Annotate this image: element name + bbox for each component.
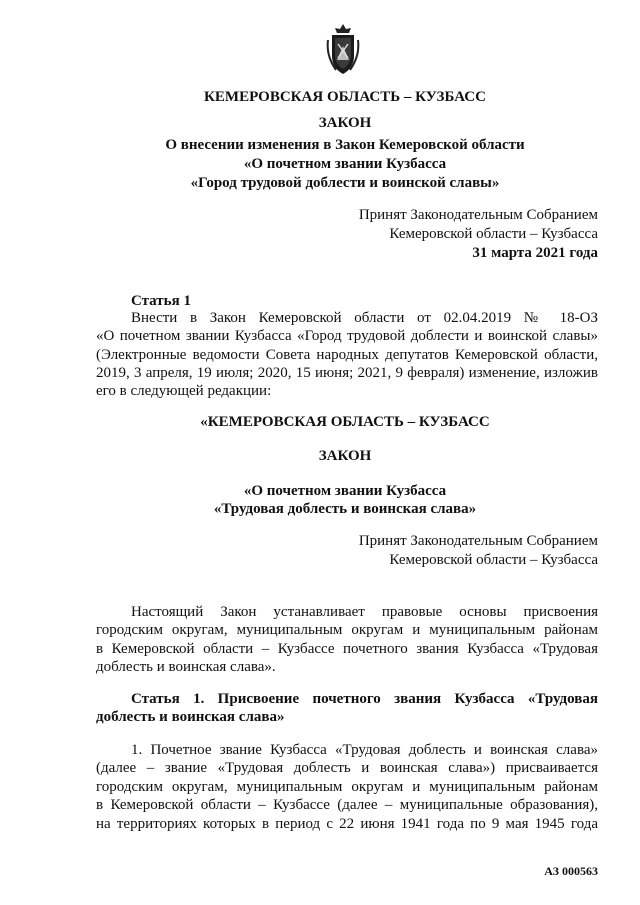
clause-1-line-1: 1. Почетное звание Кузбасса «Трудовая доблесть и воинская слава» <box>131 742 598 758</box>
article-1-line-2: «О почетном звании Кузбасса «Город трудовой доблести и воинской славы» <box>96 328 598 344</box>
clause-1-line-4: в Кемеровской области – Кузбассе (далее – муниципальные образования), <box>96 797 598 813</box>
adopted-date: 31 марта 2021 года <box>472 245 598 261</box>
adopted-line-2: Кемеровской области – Кузбасса <box>389 226 598 242</box>
article-1-line-1: Внести в Закон Кемеровской области от 02.04.2019 № 18-ОЗ <box>131 310 598 326</box>
intro-line-1: Настоящий Закон устанавливает правовые основы присвоения <box>131 604 598 620</box>
adopted-line-1: Принят Законодательным Собранием <box>358 207 598 223</box>
intro-line-2: городским округам, муниципальным округам и муниципальным районам <box>96 622 598 638</box>
coat-of-arms-emblem <box>325 22 361 76</box>
intro-line-4: доблесть и воинская слава». <box>96 659 276 675</box>
doc-type: ЗАКОН <box>318 115 372 131</box>
new-law-title-line-1: «О почетном звании Кузбасса <box>243 483 447 499</box>
clause-1-line-5: на территориях которых в период с 22 июня 1941 года по 9 мая 1945 года <box>96 816 598 832</box>
new-law-adopted-line-1: Принят Законодательным Собранием <box>358 533 598 549</box>
article-1-line-5: его в следующей редакции: <box>96 383 272 399</box>
new-law-adopted-line-2: Кемеровской области – Кузбасса <box>389 552 598 568</box>
new-article-heading-line-2: доблесть и воинская слава» <box>96 709 285 725</box>
clause-1-line-2: (далее – звание «Трудовая доблесть и воинская слава») присваивается <box>96 760 598 776</box>
region-title: КЕМЕРОВСКАЯ ОБЛАСТЬ – КУЗБАСС <box>204 89 486 105</box>
law-title-line-3: «Город трудовой доблести и воинской славы» <box>190 175 500 191</box>
clause-1-line-3: городским округам, муниципальным округам и муниципальным районам <box>96 779 598 795</box>
new-law-doc-type: ЗАКОН <box>318 448 372 464</box>
new-law-title-line-2: «Трудовая доблесть и воинская слава» <box>213 501 477 517</box>
article-1-line-4: 2019, 3 апреля, 19 июля; 2020, 15 июня; 2021, 9 февраля) изменение, изложив <box>96 365 598 381</box>
law-title-line-1: О внесении изменения в Закон Кемеровской области <box>165 137 525 153</box>
intro-line-3: в Кемеровской области – Кузбассе почетного звания Кузбасса «Трудовая <box>96 641 598 657</box>
article-1-heading: Статья 1 <box>131 293 191 309</box>
new-law-region: «КЕМЕРОВСКАЯ ОБЛАСТЬ – КУЗБАСС <box>200 414 490 430</box>
new-article-heading-line-1: Статья 1. Присвоение почетного звания Кузбасса «Трудовая <box>131 691 598 707</box>
article-1-line-3: (Электронные ведомости Совета народных депутатов Кемеровской области, <box>96 347 598 363</box>
law-title-line-2: «О почетном звании Кузбасса <box>243 156 447 172</box>
serial-number-stamp: АЗ 000563 <box>544 864 598 878</box>
